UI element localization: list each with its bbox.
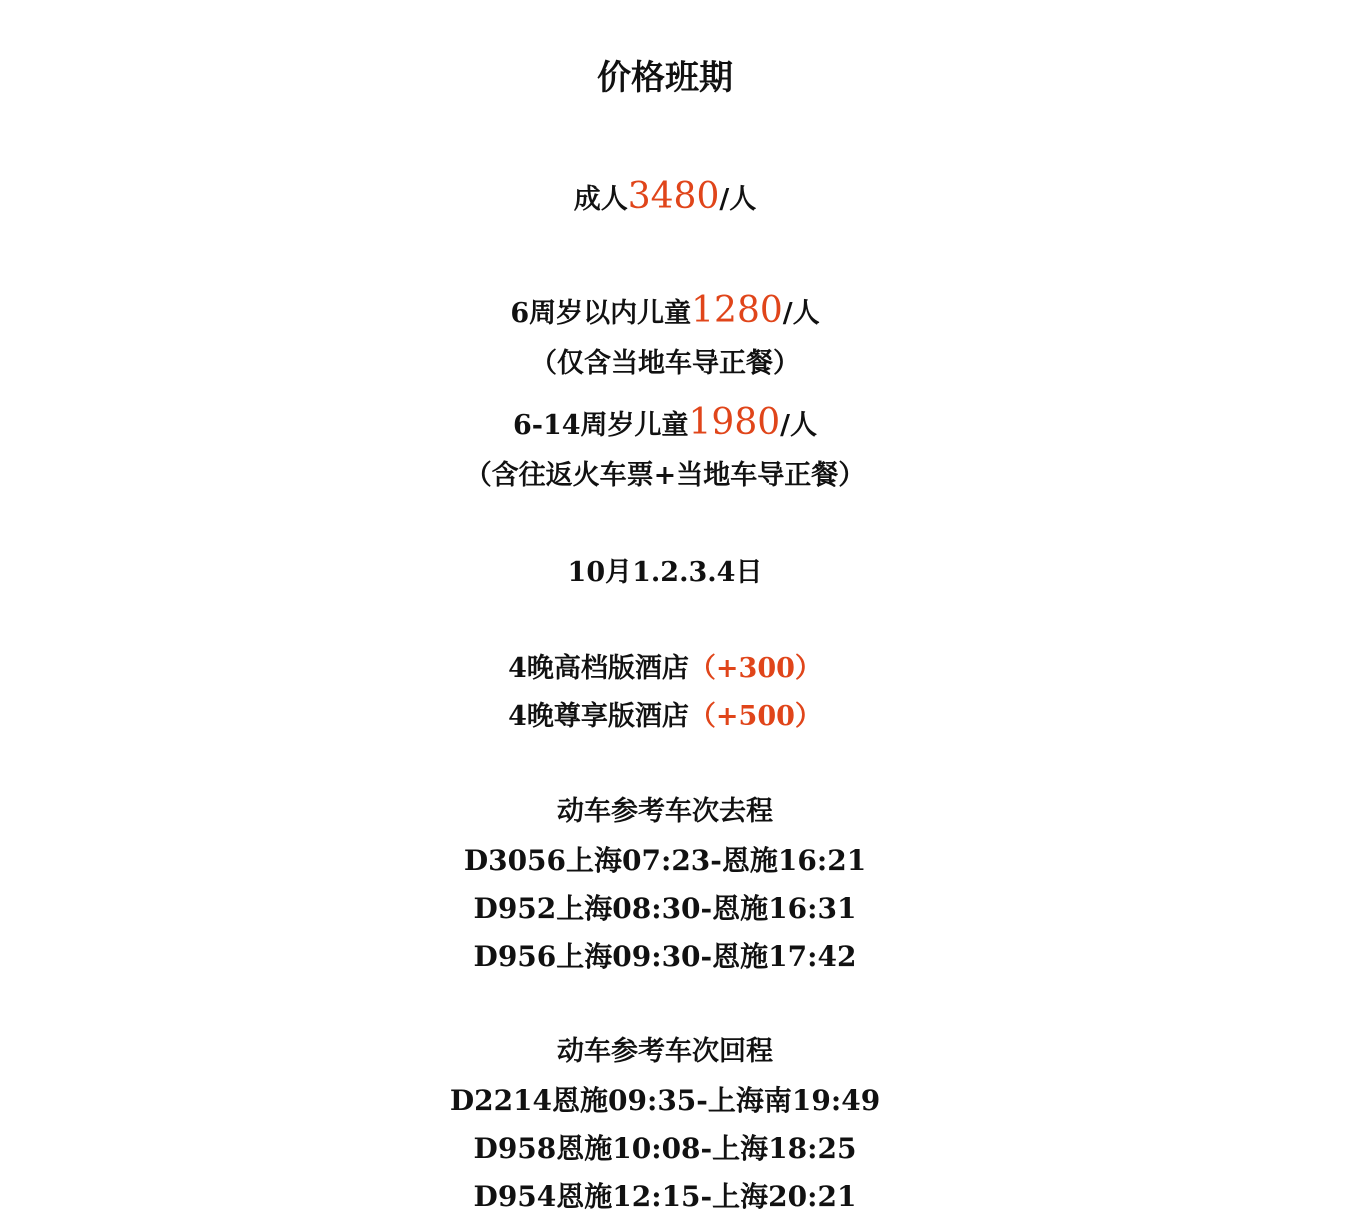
- child-under6-price: [0, 291, 1330, 334]
- return-train-3: D954恩施12:15-上海20:21: [473, 1180, 857, 1213]
- adult-price-amount: 3480: [627, 176, 720, 217]
- hotel-upgrade-luxury: [0, 697, 1330, 737]
- child-6-14-label: 6-14周岁儿童: [512, 410, 689, 441]
- outbound-train-2: D952上海08:30-恩施16:31: [473, 892, 857, 925]
- return-train-2: D958恩施10:08-上海18:25: [473, 1132, 857, 1165]
- child-6-14-unit: /人: [780, 410, 818, 441]
- child-under6-label: 6周岁以内儿童: [510, 298, 692, 329]
- page-title: 价格班期: [597, 58, 733, 98]
- outbound-heading: 动车参考车次去程: [557, 796, 773, 827]
- child-under6-amount: 1280: [691, 290, 783, 331]
- child-under6-unit: /人: [782, 298, 820, 329]
- hotel-luxury-label: 4晚尊享版酒店: [508, 701, 689, 732]
- outbound-train-3: D956上海09:30-恩施17:42: [473, 940, 857, 973]
- adult-price-unit: /人: [719, 184, 757, 215]
- child-6-14-price: [0, 403, 1330, 446]
- hotel-premium-extra: （+300）: [688, 653, 822, 684]
- child-6-14-amount: 1980: [688, 402, 781, 443]
- hotel-upgrade-premium: [0, 649, 1330, 689]
- departure-dates: 10月1.2.3.4日: [567, 557, 763, 588]
- return-heading: 动车参考车次回程: [557, 1036, 773, 1067]
- hotel-luxury-extra: （+500）: [688, 701, 822, 732]
- return-train-1: D2214恩施09:35-上海南19:49: [449, 1084, 881, 1117]
- child-under6-note: （仅含当地车导正餐）: [530, 348, 800, 379]
- outbound-train-1: D3056上海07:23-恩施16:21: [463, 844, 867, 877]
- hotel-premium-label: 4晚高档版酒店: [508, 653, 689, 684]
- adult-price-label: 成人: [573, 184, 628, 215]
- adult-price: [0, 177, 1330, 220]
- child-6-14-note: （含往返火车票+当地车导正餐）: [464, 460, 866, 491]
